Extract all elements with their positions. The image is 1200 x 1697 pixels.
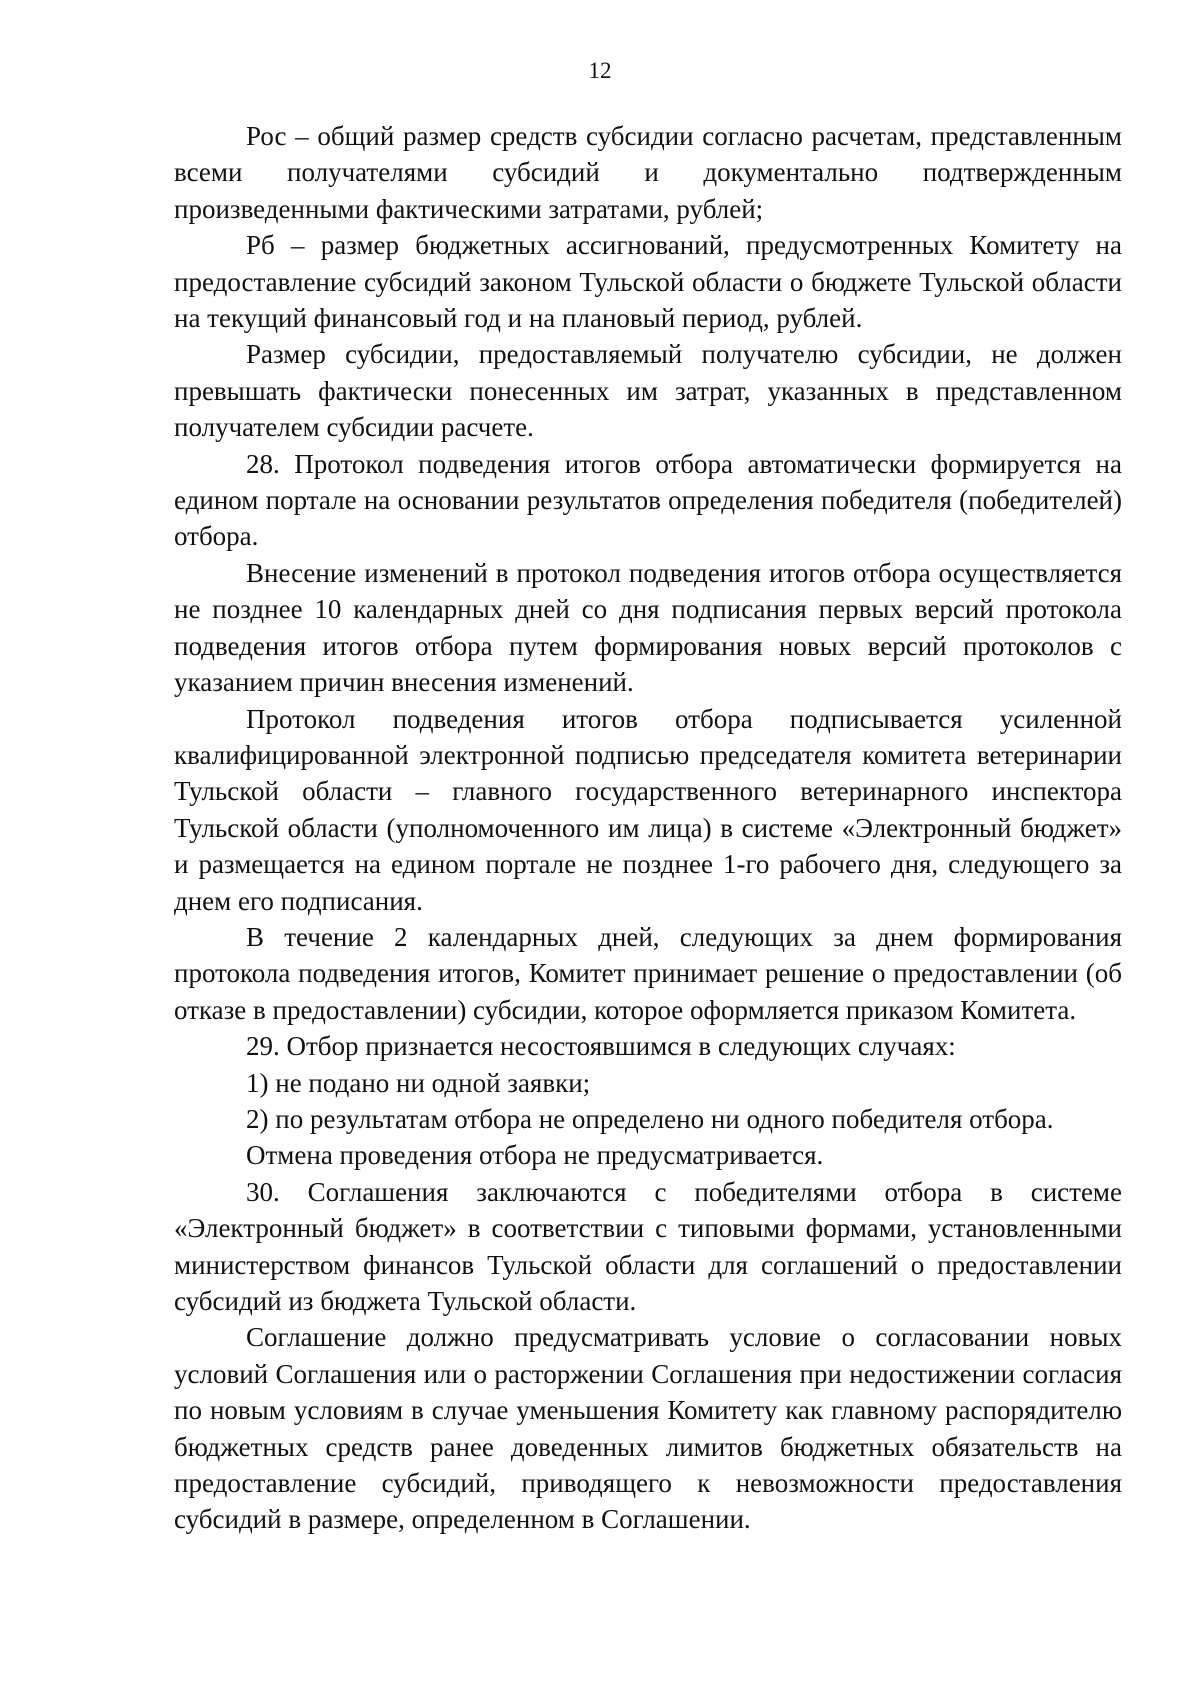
paragraph-ros-definition: Рос – общий размер средств субсидии согласно расчетам, представленным всеми получателями субсидий и документально подтвержденным произведенными фактическими затратами, рублей; <box>174 121 1122 224</box>
paragraph-decision-term: В течение 2 календарных дней, следующих за днем формирования протокола подведения итогов, Комитет принимает решение о предоставлении (об отказе в предоставлении) субсидии, которое оформляется приказом Комитета. <box>174 921 1122 1025</box>
document-body <box>174 118 1122 1538</box>
paragraph-agreement-conditions: Соглашение должно предусматривать условие о согласовании новых условий Соглашения или о расторжении Соглашения при недостижении согласия по новым условиям в случае уменьшения Комитету как главному распорядителю бюджетных средств ранее доведенных лимитов бюджетных обязательств на предоставление субсидий, приводящего к невозможности предоставления субсидий в размере, определенном в Соглашении. <box>174 1322 1122 1535</box>
paragraph-item-29: 29. Отбор признается несостоявшимся в следующих случаях: <box>246 1031 956 1062</box>
paragraph-protocol-changes: Внесение изменений в протокол подведения итогов отбора осуществляется не позднее 10 календарных дней со дня подписания первых версий протокола подведения итогов отбора путем формирования новых версий протоколов с указанием причин внесения изменений. <box>174 557 1122 698</box>
paragraph-item-30: 30. Соглашения заключаются с победителями отбора в системе «Электронный бюджет» в соответствии с типовыми формами, установленными министерством финансов Тульской области для соглашений о предоставлении субсидий из бюджета Тульской области. <box>174 1176 1122 1316</box>
paragraph-item-28: 28. Протокол подведения итогов отбора автоматически формируется на едином портале на основании результатов определения победителя (победителей) отбора. <box>174 448 1122 552</box>
paragraph-rb-definition: Рб – размер бюджетных ассигнований, предусмотренных Комитету на предоставление субсидий законом Тульской области о бюджете Тульской области на текущий финансовый год и на плановый период, рублей. <box>174 230 1122 334</box>
paragraph-protocol-signing: Протокол подведения итогов отбора подписывается усиленной квалифицированной электронной подписью председателя комитета ветеринарии Тульской области – главного государственного ветеринарного инспектора Тульской области (уполномоченного им лица) в системе «Электронный бюджет» и размещается на едином портале не позднее 1-го рабочего дня, следующего за днем его подписания. <box>174 703 1122 916</box>
paragraph-subsidy-size-limit: Размер субсидии, предоставляемый получателю субсидии, не должен превышать фактически понесенных им затрат, указанных в представленном получателем субсидии расчете. <box>174 339 1122 443</box>
list-item-1: 1) не подано ни одной заявки; <box>246 1067 591 1098</box>
page-number: 12 <box>588 58 612 83</box>
paragraph-no-cancellation: Отмена проведения отбора не предусматривается. <box>246 1140 824 1171</box>
list-item-2: 2) по результатам отбора не определено ни одного победителя отбора. <box>246 1103 1054 1134</box>
